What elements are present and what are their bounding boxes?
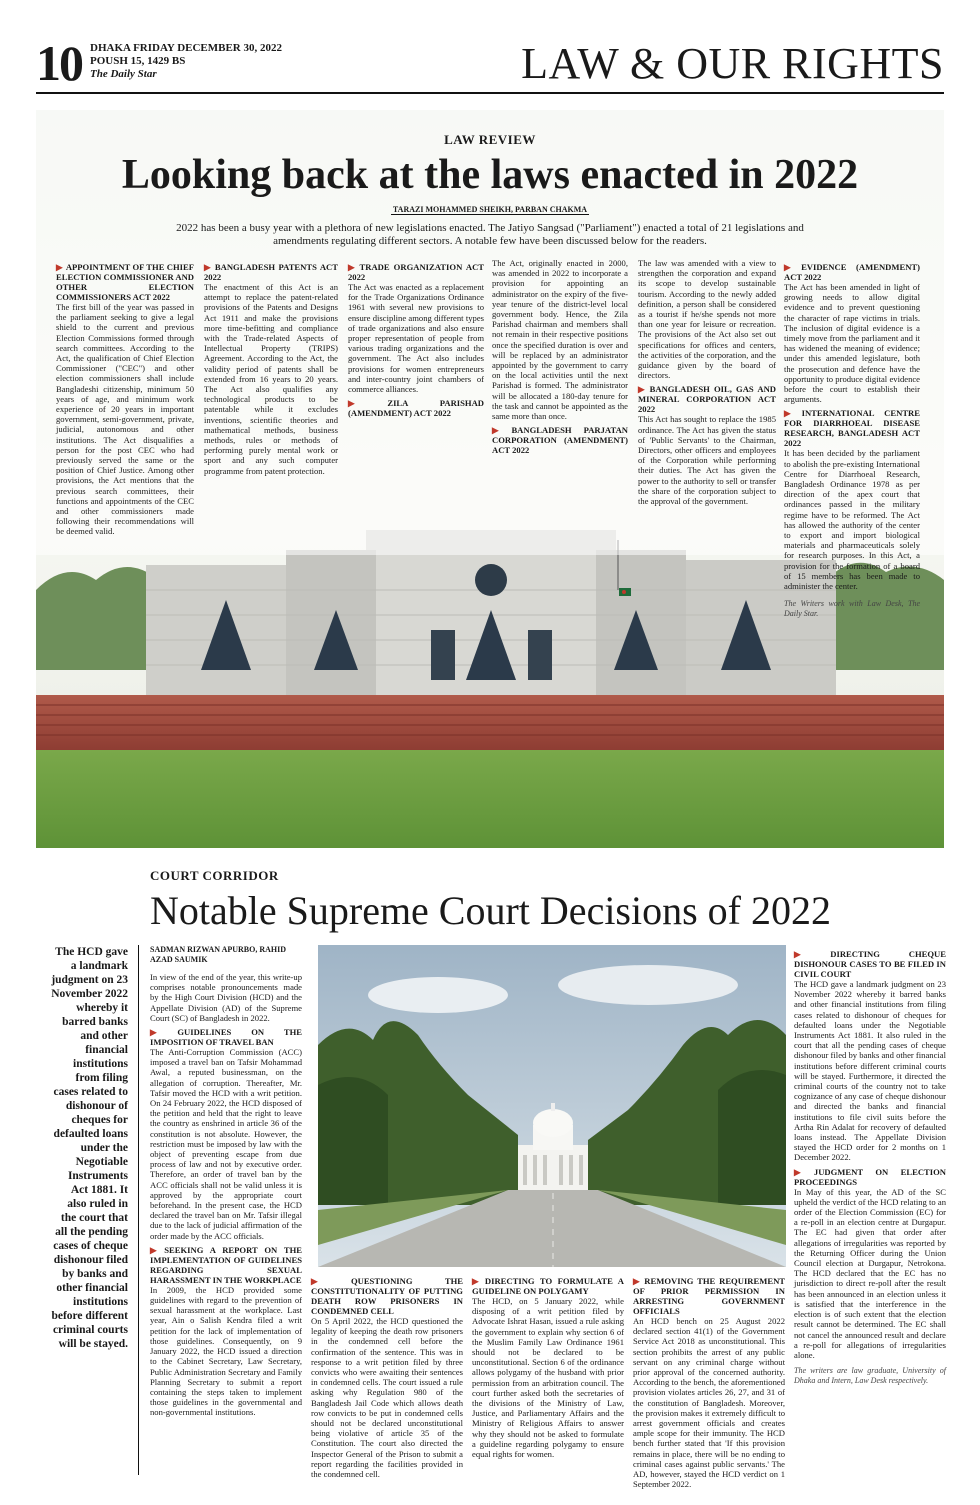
- section-body: In 2009, the HCD provided some guidelines with regard to the prevention of sexual harassment at the workplace. Last year, Ain o Salish Kendra filed a writ petition for the lack of implementation of those guidelines. Consequently, on 9 January 2022, the HCD issued a direction to the Cabinet Secretary, Law Secretary, Public Administration Secretary and Family Planning Secretary to submit a report containing the steps taken to implement those guidelines in the governmental and non-governmental institutions.: [150, 1284, 302, 1418]
- section-heading: [204, 262, 338, 282]
- arrow-icon: ▶: [492, 425, 509, 436]
- law-review-intro: 2022 has been a busy year with a plethora of new legislations enacted. The Jatiyo Sangsad ("Parliament") enacted a total of 21 legislations and amendments regulating different sectors. A notable few have been discussed below for the readers.: [176, 222, 804, 247]
- section-heading-text: SEEKING A REPORT ON THE IMPLEMENTATION OF GUIDELINES REGARDING SEXUAL HARASSMENT IN THE WORKPLACE: [150, 1244, 303, 1285]
- section-heading-text: DIRECTING CHEQUE DISHONOUR CASES TO BE FILED IN CIVIL COURT: [794, 949, 947, 979]
- court-corridor-credit: The writers are law graduate, University of Dhaka and Intern, Law Desk respectively.: [794, 1366, 946, 1386]
- court-column-2: [311, 1272, 463, 1479]
- masthead-rule: [36, 92, 944, 94]
- law-review-credit: The Writers work with Law Desk, The Daily Star.: [784, 599, 920, 619]
- section-body: The law was amended with a view to strengthen the corporation and expand its scope to develop sustainable tourism. According to the newly added definition, a person shall be considered as a tourist if he/she spends not more than one year for leisure or recreation. The provisions of the Act also set out specifications for offices and centers, the activities of the corporation, and the guidance given by the board of directors.: [638, 258, 776, 381]
- law-review-column-2: [204, 258, 338, 476]
- section-heading: [492, 425, 628, 455]
- court-corridor-kicker: COURT CORRIDOR: [150, 868, 279, 883]
- arrow-icon: ▶: [472, 1276, 482, 1286]
- section-heading: [150, 1245, 302, 1285]
- section-heading: [348, 262, 484, 282]
- section-body: In May of this year, the AD of the SC upheld the verdict of the HCD relating to an order of the Election Commission (EC) for a re-poll in an election centre at Durgapur. The EC had given that order after allegations of irregularities was reported by the Returning Officer during the Union Council election at Durgapur, Netrokona. The HCD declared that the EC has no jurisdiction to direct re-poll after the result has been announced in an election unless it is satisfied that the interference in the election is of such extent that the election result cannot be determined. The EC shall not cancel the announced result and declare a re-poll for allegations of irregularities alone.: [794, 1186, 946, 1360]
- section-heading-text: BANGLADESH OIL, GAS AND MINERAL CORPORATION ACT 2022: [638, 384, 776, 415]
- court-intro: In view of the end of the year, this write-up comprises notable pronouncements made by the High Court Division (HCD) and the Appellate Division (AD) of the Supreme Court (SC) of Bangladesh in 2022.: [150, 972, 302, 1023]
- law-review-byline-text: TARAZI MOHAMMED SHEIKH, PARBAN CHAKMA: [392, 205, 588, 214]
- arrow-icon: ▶: [794, 1166, 811, 1177]
- section-heading: [794, 1167, 946, 1187]
- law-review-column-3: [348, 258, 484, 418]
- arrow-icon: ▶: [633, 1276, 642, 1286]
- law-review-headline: Looking back at the laws enacted in 2022: [121, 152, 859, 198]
- section-body: The Act was enacted as a replacement for the Trade Organizations Ordinance 1961 with several new provisions to ensure discipline among different types of trade organizations and also ensure proper representation of people from various trading organizations and the government. The Act also includes provisions for women entrepreneurs and inter-country joint chambers of commerce alliances.: [348, 282, 484, 395]
- arrow-icon: ▶: [150, 1027, 175, 1038]
- section-body: The Act has been amended in light of growing needs to allow digital evidence and to prevent questioning the character of rape victims in trials. The inclusion of digital evidence is a timely move from the parliament and it has widened the meaning of evidence; under this amended legislature, both the prosecution and defence have the opportunity to produce digital evidence before the court to establish their arguments.: [784, 282, 920, 405]
- section-heading: [472, 1276, 624, 1296]
- date-gregorian: DHAKA FRIDAY DECEMBER 30, 2022: [90, 42, 283, 54]
- law-review-column-5: [638, 258, 776, 506]
- section-heading-text: ZILA PARISHAD (AMENDMENT) ACT 2022: [348, 398, 485, 419]
- section-body: An HCD bench on 25 August 2022 declared section 41(1) of the Government Service Act 2018 as unconstitutional. This section prohibits the arrest of any public servant on any criminal charge without prior approval of the concerned authority. According to the bench, the aforementioned provision violates articles 26, 27, and 31 of the constitution of Bangladesh. Moreover, the provision makes it extremely difficult to arrest government officials and creates ample scope for their immunity. The HCD bench further stated that 'If this provision remains in place, there will be no ending to criminal cases against public servants.' The AD, however, stayed the HCD verdict on 1 September 2022.: [633, 1316, 785, 1490]
- section-heading: [150, 1027, 302, 1047]
- arrow-icon: ▶: [311, 1276, 348, 1286]
- section-heading: [56, 262, 194, 302]
- section-heading: [784, 408, 920, 448]
- section-heading-text: DIRECTING TO FORMULATE A GUIDELINE ON POLYGAMY: [472, 1276, 625, 1296]
- section-heading-text: BANGLADESH PATENTS ACT 2022: [204, 262, 338, 282]
- section-title: LAW & OUR RIGHTS: [521, 39, 944, 88]
- page-number: 10: [36, 35, 82, 91]
- section-heading-text: JUDGMENT ON ELECTION PROCEEDINGS: [794, 1166, 947, 1187]
- section-body: The Act, originally enacted in 2000, was amended in 2022 to incorporate a provision for appointing an administrator on the expiry of the five-year tenure of the district-level local government body. Hence, the Zila Parishad chairman and members shall not remain in their respective positions once the specified duration is over and will be replaced by an administrator appointed by the government to carry on the local activities until the next Parishad is formed. The administrator will be allocated a 180-day tenure for the task and cannot be appointed as the same more than once.: [492, 258, 628, 422]
- section-heading-text: GUIDELINES ON THE IMPOSITION OF TRAVEL BAN: [150, 1027, 302, 1048]
- section-body: The HCD, on 5 January 2022, while disposing of a writ petition filed by Advocate Ishrat Hasan, issued a rule asking the government to explain why section 6 of the Muslim Family Law Ordinance 1961 should not be declared to be unconstitutional. Section 6 of the ordinance allows polygamy of the husband with prior permission from an arbitration council. The court further asked both the secretaries of the divisions of the Ministry of Law, Justice, and Parliamentary Affairs and the Ministry of Religious Affairs to answer why they should not be asked to formulate a guideline regarding polygamy to ensure equal rights for women.: [472, 1296, 624, 1460]
- court-corridor-headline: Notable Supreme Court Decisions of 2022: [150, 888, 831, 933]
- law-review-column-1: [56, 258, 194, 537]
- date-bangla: POUSH 15, 1429 BS: [90, 55, 186, 67]
- arrow-icon: ▶: [784, 262, 799, 272]
- dateline: [90, 42, 282, 81]
- section-heading-text: EVIDENCE (AMENDMENT) ACT 2022: [784, 262, 920, 282]
- pull-quote: The HCD gave a landmark judgment on 23 November 2022 whereby it barred banks and other financial institutions from filing cases related to dishonour of cheques for defaulted loans under the Negotiable Instruments Act 1881. It also ruled in the court that all the pending cases of cheque dishonour filed by banks and other financial institutions before different criminal courts will be stayed.: [51, 946, 128, 1350]
- section-heading: [348, 398, 484, 418]
- court-column-1: [150, 972, 302, 1418]
- section-heading: [633, 1276, 785, 1316]
- court-corridor-byline: SADMAN RIZWAN APURBO, RAHID AZAD SAUMIK: [150, 945, 287, 964]
- section-heading: [784, 262, 920, 282]
- law-review-kicker: LAW REVIEW: [444, 132, 536, 147]
- section-heading-text: REMOVING THE REQUIREMENT OF PRIOR PERMISSION IN ARRESTING GOVERNMENT OFFICIALS: [633, 1276, 786, 1316]
- supreme-court-illustration: [318, 945, 786, 1267]
- paper-name: The Daily Star: [90, 68, 157, 80]
- arrow-icon: ▶: [56, 262, 63, 272]
- arrow-icon: ▶: [638, 384, 647, 395]
- arrow-icon: ▶: [794, 949, 828, 959]
- column-divider: [138, 945, 139, 1475]
- arrow-icon: ▶: [348, 262, 357, 272]
- section-body: The enactment of this Act is an attempt to replace the patent-related provisions of the Patents and Designs Act 1911 and make the provisions more time-befitting and compliance with the Trade-related Aspects of Intellectual Property (TRIPS) Agreement. According to the Act, the validity period of patents shall be extended from 16 years to 20 years. The Act also qualifies any technological products to be patentable while it excludes inventions, scientific theories and mathematical methods, business methods, rules or methods of performing purely mental work or sport and any such computer programme from patent protection.: [204, 282, 338, 476]
- section-heading: [794, 949, 946, 979]
- section-body: On 5 April 2022, the HCD questioned the legality of keeping the death row prisoners in the condemned cell before the confirmation of the sentence. This was in response to a writ petition filed by three convicts who were awaiting their sentences in condemned cells. The court issued a rule asking why Regulation 980 of the Bangladesh Jail Code which allows death row convicts to be put in condemned cells should not be declared unconstitutional being violative of article 35 of the Constitution. The court also directed the Inspector General of the Prison to submit a report regarding the facilities provided in the condemned cell.: [311, 1316, 463, 1480]
- arrow-icon: ▶: [348, 398, 385, 409]
- court-column-5: [794, 945, 946, 1386]
- section-body: The first bill of the year was passed in the parliament seeking to give a legal shield to the current and previous Election Commissions formed through search committees. According to the Act, the qualification of Chief Election Commissioner ("CEC") and other election commissioners shall include Bangladeshi citizenship, minimum 50 years of age, and minimum work experience of 20 years in important government, semi-government, private, judicial, autonomous and other institutions. The Act disqualifies a person for the post CEC who had previously served the same or the position of Chief Justice. Among other provisions, the Act mentions that the previous search committees, their functions and appointments of the CEC and other commissioners made following their recommendations will be deemed valid.: [56, 302, 194, 537]
- section-heading: [638, 384, 776, 414]
- section-heading-text: QUESTIONING THE CONSTITUTIONALITY OF PUTTING DEATH ROW PRISONERS IN CONDEMNED CELL: [311, 1276, 464, 1316]
- court-column-4: [633, 1272, 785, 1489]
- law-review-byline: [36, 205, 944, 214]
- section-heading-text: APPOINTMENT OF THE CHIEF ELECTION COMMISSIONER AND OTHER ELECTION COMMISSIONERS ACT 2022: [56, 262, 194, 302]
- section-body: The Anti-Corruption Commission (ACC) imposed a travel ban on Tafsir Mohammad Awal, a reputed businessman, on the allegation of corruption. Thereafter, Mr. Tafsir moved the HCD with a writ petition. On 24 February 2022, the HCD disposed of the petition and held that the right to leave the country as enshrined in article 36 of the constitution is not absolute. However, the restriction must be imposed by law with the object of preventing escape from due process of law and not by executive order. Therefore, an order of travel ban by the ACC officials shall not be valid unless it is approved by the appropriate court beforehand. In the present case, the HCD declared the travel ban on Mr. Tafsir illegal due to the lack of judicial affirmation of the order made by the ACC officials.: [150, 1047, 302, 1241]
- law-review-column-6: [784, 258, 920, 619]
- section-body: This Act has sought to replace the 1985 ordinance. The Act has given the status of 'Public Servants' to the Chairman, Directors, other officers and employees of the Corporation while performing their duties. The Act has given the power to the authority to sell or transfer the share of the corporation subject to the approval of the government.: [638, 414, 776, 507]
- court-column-3: [472, 1272, 624, 1459]
- arrow-icon: ▶: [784, 408, 799, 419]
- section-heading-text: INTERNATIONAL CENTRE FOR DIARRHOEAL DISEASE RESEARCH, BANGLADESH ACT 2022: [784, 408, 920, 449]
- arrow-icon: ▶: [204, 262, 212, 272]
- arrow-icon: ▶: [150, 1244, 162, 1255]
- section-body: The HCD gave a landmark judgment on 23 November 2022 whereby it barred banks and other financial institutions from filing cases related to dishonour of cheques for defaulted loans under the Negotiable Instruments Act 1881. It also ruled in the court that all the pending cases of cheque dishonour filed by banks and other financial institutions before different criminal courts will be stayed. Furthermore, it directed the criminal courts of the country not to take cognizance of any case of cheque dishonour and directed the banks and financial institutions to file civil suits before the Artha Rin Adalat for recovery of defaulted loans instead. The Appellate Division stayed the HCD order for 2 months on 1 December 2022.: [794, 979, 946, 1163]
- law-review-column-4: [492, 258, 628, 455]
- section-heading-text: TRADE ORGANIZATION ACT 2022: [348, 262, 485, 282]
- section-body: It has been decided by the parliament to abolish the pre-existing International Centre for Diarrhoeal Research, Bangladesh Ordinance 1978 as per direction of the apex court that ordinances passed in the military regime have to be reformed. The Act has allowed the authority of the center to export and import biological materials and pharmaceuticals solely for research purposes. In this Act, a provision for the formation of a board of 15 members has been made to administer the center.: [784, 448, 920, 592]
- section-heading-text: BANGLADESH PARJATAN CORPORATION (AMENDMENT) ACT 2022: [492, 425, 629, 456]
- supreme-court-photo: [318, 945, 786, 1267]
- section-heading: [311, 1276, 463, 1316]
